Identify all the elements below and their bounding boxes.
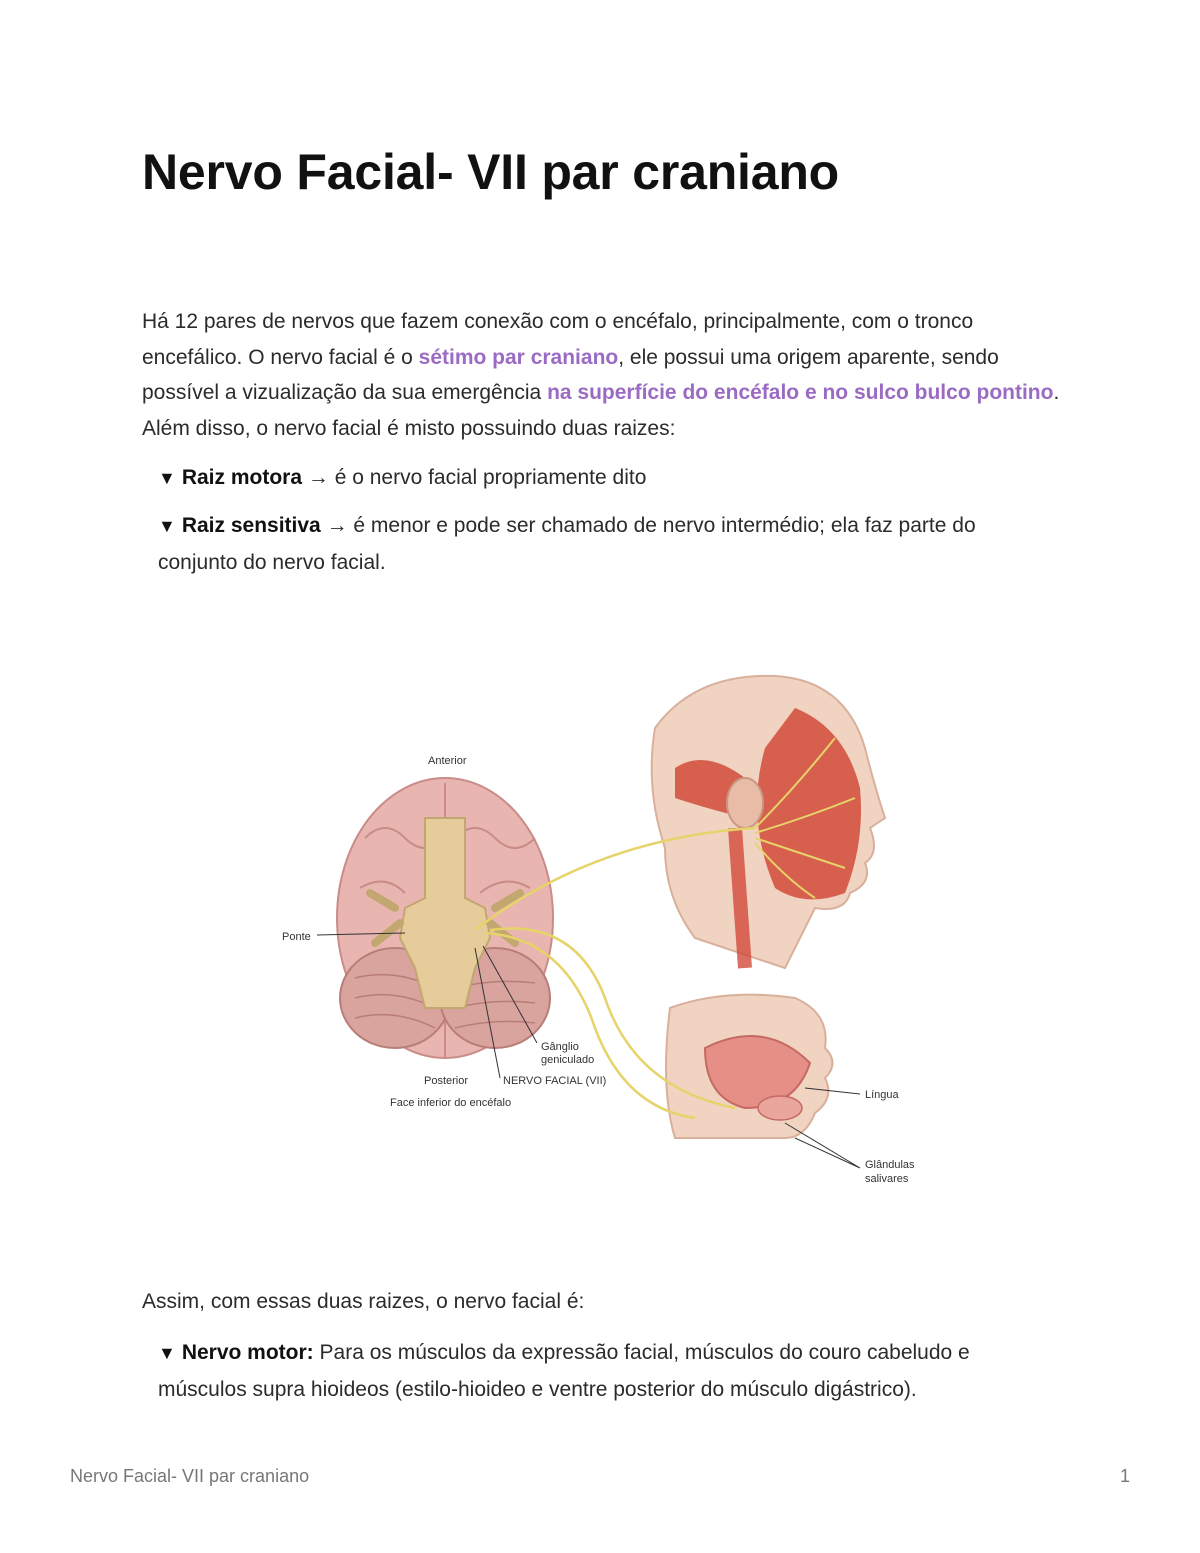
toggle-label: Nervo motor: xyxy=(181,1341,314,1364)
label-ponte: Ponte xyxy=(282,931,311,943)
toggle-triangle-icon[interactable]: ▼ xyxy=(158,468,176,488)
label-ganglio-2: geniculado xyxy=(541,1054,595,1066)
brain-inferior-view xyxy=(337,778,553,1058)
highlight-setimo-par: sétimo par craniano xyxy=(418,345,619,369)
page-title: Nervo Facial- VII par craniano xyxy=(142,144,840,200)
intro-text-3: . Além disso, o nervo facial é misto possuindo duas raizes: xyxy=(142,381,1060,440)
toggle-triangle-icon[interactable]: ▼ xyxy=(158,516,176,536)
intro-text-1: Há 12 pares de nervos que fazem conexão com o encéfalo, principalmente, com o tronco encefálico. O nervo facial é o xyxy=(142,310,974,369)
toggle-text: Para os músculos da expressão facial, músculos do couro cabeludo e músculos supra hioideos (estilo-hioideo e ventre posterior do músculo digástrico). xyxy=(158,1341,970,1401)
label-ganglio-1: Gânglio xyxy=(541,1041,579,1053)
head-lateral-view xyxy=(652,676,885,968)
label-glandulas-2: salivares xyxy=(865,1173,909,1185)
intro-text-2: , ele possui uma origem aparente, sendo possível a vizualização da sua emergência xyxy=(142,345,999,404)
facial-nerve-illustration xyxy=(275,668,935,1188)
toggle-text: é menor e pode ser chamado de nervo intermédio; ela faz parte do conjunto do nervo facial. xyxy=(158,514,976,574)
highlight-superficie: na superfície do encéfalo e no sulco bulco pontino xyxy=(547,381,1054,404)
toggle-nervo-motor[interactable] xyxy=(158,1335,1058,1407)
intro-paragraph xyxy=(142,304,1072,446)
label-face-inferior: Face inferior do encéfalo xyxy=(390,1097,512,1109)
label-anterior: Anterior xyxy=(428,755,467,767)
toggle-raiz-motora[interactable] xyxy=(158,460,1058,497)
summary-paragraph: Assim, com essas duas raizes, o nervo facial é: xyxy=(142,1290,585,1313)
toggle-text: é o nervo facial propriamente dito xyxy=(328,466,647,489)
label-glandulas-1: Glândulas xyxy=(865,1159,915,1171)
arrow-icon: → xyxy=(307,466,329,489)
label-nervo-facial: NERVO FACIAL (VII) xyxy=(503,1075,607,1087)
toggle-label: Raiz motora xyxy=(181,466,303,489)
arrow-icon: → xyxy=(326,514,348,537)
page-number: 1 xyxy=(1119,1466,1130,1486)
toggle-label: Raiz sensitiva xyxy=(181,514,321,537)
label-lingua: Língua xyxy=(865,1089,899,1101)
footer-title: Nervo Facial- VII par craniano xyxy=(70,1466,310,1486)
toggle-triangle-icon[interactable]: ▼ xyxy=(158,1343,176,1363)
toggle-raiz-sensitiva[interactable] xyxy=(158,508,1058,580)
label-posterior: Posterior xyxy=(424,1075,469,1087)
